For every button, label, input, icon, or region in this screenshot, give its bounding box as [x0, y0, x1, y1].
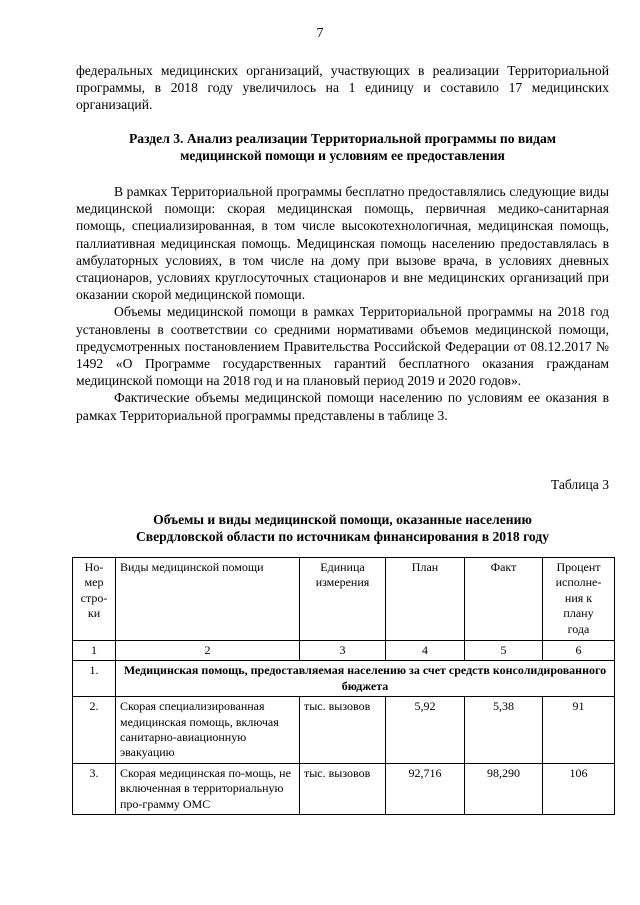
- row-percent: 106: [543, 763, 615, 814]
- column-number-row: [73, 641, 615, 661]
- volumes-table: [72, 557, 615, 815]
- table-label: Таблица 3: [550, 477, 609, 492]
- row-care-type: Скорая специализированная медицинская помощь, включая санитарно-авиационную эвакуацию: [116, 697, 300, 764]
- table-title: [76, 511, 609, 545]
- intro-paragraph: федеральных медицинских организаций, участвующих в реализации Территориальной программы, в 2018 году увеличилось на 1 единицу и составило 17 медицинских организаций.: [76, 63, 609, 113]
- column-number: 4: [386, 641, 465, 661]
- row-number: 2.: [73, 697, 116, 764]
- header-care-type: Виды медицинской помощи: [116, 558, 300, 641]
- column-number: 3: [300, 641, 386, 661]
- section-heading-line2: медицинской помощи и условиям ее предоставления: [180, 148, 505, 163]
- body-text: [76, 183, 609, 424]
- header-fact: Факт: [465, 558, 543, 641]
- header-percent: Процент исполне- ния к плану года: [543, 558, 615, 641]
- column-number: 5: [465, 641, 543, 661]
- row-percent: 91: [543, 697, 615, 764]
- row-fact: 5,38: [465, 697, 543, 764]
- column-number: 1: [73, 641, 116, 661]
- row-fact: 98,290: [465, 763, 543, 814]
- section-heading-line1: Раздел 3. Анализ реализации Территориальной программы по видам: [128, 131, 557, 146]
- section-heading: [76, 130, 609, 164]
- section-row-title: Медицинская помощь, предоставляемая населению за счет средств консолидированного бюджета: [116, 661, 615, 697]
- table-section-row: [73, 661, 615, 697]
- table-title-line2: Свердловской области по источникам финансирования в 2018 году: [135, 529, 549, 544]
- row-unit: тыс. вызовов: [300, 763, 386, 814]
- header-unit: Единица измерения: [300, 558, 386, 641]
- section-row-number: 1.: [73, 661, 116, 697]
- table-row: [73, 763, 615, 814]
- paragraph-2: Объемы медицинской помощи в рамках Территориальной программы на 2018 год установлены в соответствии со средними нормативами объемов медицинской помощи, предусмотренных постановлением Правительства Российской Федерации от 08.12.2017 № 1492 «О Программе государственных гарантий бесплатного оказания гражданам медицинской помощи на 2018 год и на плановый период 2019 и 2020 годов».: [76, 304, 609, 389]
- row-number: 3.: [73, 763, 116, 814]
- row-plan: 92,716: [386, 763, 465, 814]
- table-header-row: [73, 558, 615, 641]
- header-row-number: Но- мер стро- ки: [73, 558, 116, 641]
- table-row: [73, 697, 615, 764]
- intro-paragraph-block: [76, 62, 609, 114]
- paragraph-1: В рамках Территориальной программы бесплатно предоставлялись следующие виды медицинской помощи: скорая медицинская помощь, первичная медико-санитарная помощь, специализированная, в том числе высокотехнологичная, медицинская помощь, паллиативная медицинская помощь. Медицинская помощь населению предоставлялась в амбулаторных условиях, в том числе на дому при вызове врача, в условиях дневных стационаров, условиях круглосуточных стационаров и вне медицинских организаций при оказании скорой медицинской помощи.: [76, 184, 609, 303]
- column-number: 6: [543, 641, 615, 661]
- paragraph-3: Фактические объемы медицинской помощи населению по условиям ее оказания в рамках Территориальной программы представлены в таблице 3.: [76, 390, 609, 423]
- header-plan: План: [386, 558, 465, 641]
- row-care-type: Скорая медицинская по-мощь, не включенная в территориальную про-грамму ОМС: [116, 763, 300, 814]
- row-unit: тыс. вызовов: [300, 697, 386, 764]
- column-number: 2: [116, 641, 300, 661]
- table-title-line1: Объемы и виды медицинской помощи, оказанные населению: [153, 512, 532, 527]
- page-number: 7: [316, 26, 324, 41]
- row-plan: 5,92: [386, 697, 465, 764]
